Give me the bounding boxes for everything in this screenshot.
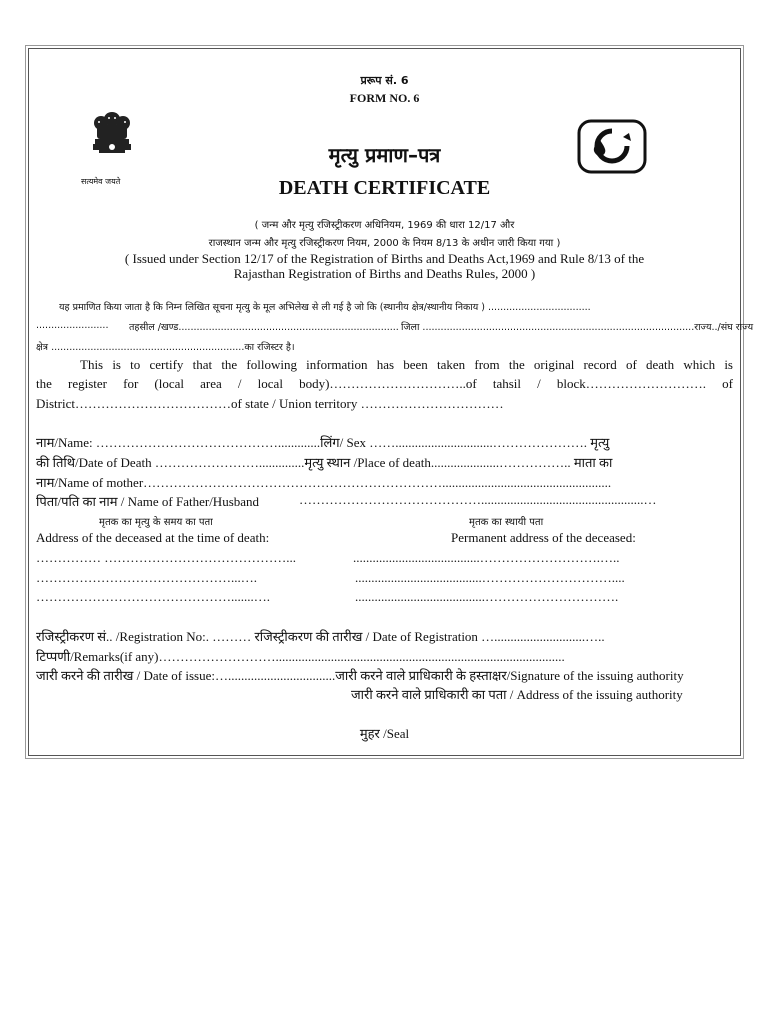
date-of-issue-signature-field: जारी करने की तारीख / Date of issue:….................................जारी करने वाले प्राधिकारी के हस्ताक्षर/Signature of the issuing authority bbox=[36, 668, 684, 683]
document-title: DEATH CERTIFICATE bbox=[278, 177, 491, 199]
address-at-death-line-1: …………… ……………………………………... bbox=[36, 550, 296, 565]
issued-under-hindi-2: राजस्थान जन्म और मृत्यु रजिस्ट्रीकरण नियम, 2000 के नियम 8/13 के अधीन जारी किया गया ) bbox=[208, 238, 561, 249]
certify-english-line-2: the register for (local area / local body)…………………………..of tahsil / block………………………. of bbox=[36, 376, 733, 391]
date-place-of-death-field: की तिथि/Date of Death ……………………..............मृत्यु स्थान /Place of death.....................…………….. माता का bbox=[36, 455, 613, 470]
certify-hindi-line-2a: ........................ bbox=[36, 320, 109, 331]
permanent-address-line-1: .......................................……………………….….. bbox=[353, 550, 620, 565]
address-at-death-label: Address of the deceased at the time of death: bbox=[36, 530, 270, 545]
issued-under-english-2: Rajasthan Registration of Births and Deaths Rules, 2000 ) bbox=[233, 266, 536, 281]
address-at-death-line-2: ………………………………………...…. bbox=[36, 570, 257, 585]
certify-english-line-3: District………………………………of state / Union territory …………………………… bbox=[36, 396, 504, 411]
certify-hindi-line-3: क्षेत्र ................................................................का रजिस्टर है। bbox=[36, 342, 295, 353]
mother-name-field: नाम/Name of mother…………………………………………………………….................................................... bbox=[36, 475, 612, 490]
form-number-hindi: प्ररूप सं. 6 bbox=[360, 74, 409, 87]
issued-under-hindi-1: ( जन्म और मृत्यु रजिस्ट्रीकरण अधिनियम, 1969 की धारा 12/17 और bbox=[254, 220, 515, 231]
death-certificate-form bbox=[28, 48, 754, 756]
issued-under-english-1: ( Issued under Section 12/17 of the Registration of Births and Deaths Act,1969 and Rule 8/13 of the bbox=[124, 251, 645, 266]
issuing-authority-address-field: जारी करने वाले प्राधिकारी का पता / Address of the issuing authority bbox=[351, 687, 683, 702]
certify-hindi-line-2b: तहसील /खण्ड......................................................................... bbox=[129, 322, 399, 333]
permanent-address-line-2: .......................................………………………….... bbox=[355, 570, 625, 585]
certify-hindi-line-2c: जिला ..........................................................................................राज्य../संघ राज्य bbox=[401, 322, 754, 333]
father-husband-label: पिता/पति का नाम / Name of Father/Husband bbox=[36, 494, 260, 509]
permanent-address-hindi-label: मृतक का स्थायी पता bbox=[469, 517, 544, 528]
permanent-address-label: Permanent address of the deceased: bbox=[451, 530, 636, 545]
address-at-death-line-3: ……………………………………….......…. bbox=[36, 589, 270, 604]
certify-english-line-1: This is to certify that the following information has been taken from the original record of death which is bbox=[80, 357, 733, 372]
emblem-motto: सत्यमेव जयते bbox=[81, 177, 121, 186]
title-hindi: मृत्यु प्रमाण–पत्र bbox=[328, 143, 441, 167]
name-sex-field: नाम/Name: …………………………………….............लिंग/ Sex ……..............................…………………. मृत्यु bbox=[36, 435, 610, 450]
form-number: FORM NO. 6 bbox=[349, 91, 420, 105]
certify-hindi-line-1: यह प्रमाणित किया जाता है कि निम्न लिखित सूचना मृत्यु के मूल अभिलेख से ली गई है जो कि (स्थानीय क्षेत्र/स्थानीय निकाय ) .................................. bbox=[59, 302, 591, 313]
father-husband-field: ……………………………………..................................................… bbox=[299, 492, 657, 507]
remarks-field: टिप्पणी/Remarks(if any)………………………......................................................................................... bbox=[36, 649, 565, 664]
address-at-death-hindi-label: मृतक का मृत्यु के समय का पता bbox=[99, 517, 213, 528]
seal-label: मुहर /Seal bbox=[359, 726, 410, 741]
permanent-address-line-3: ........................................…………………………. bbox=[355, 589, 619, 604]
registration-number-date-field: रजिस्ट्रीकरण सं.. /Registration No:. ……… रजिस्ट्रीकरण की तारीख / Date of Registration …............................….. bbox=[36, 629, 605, 644]
